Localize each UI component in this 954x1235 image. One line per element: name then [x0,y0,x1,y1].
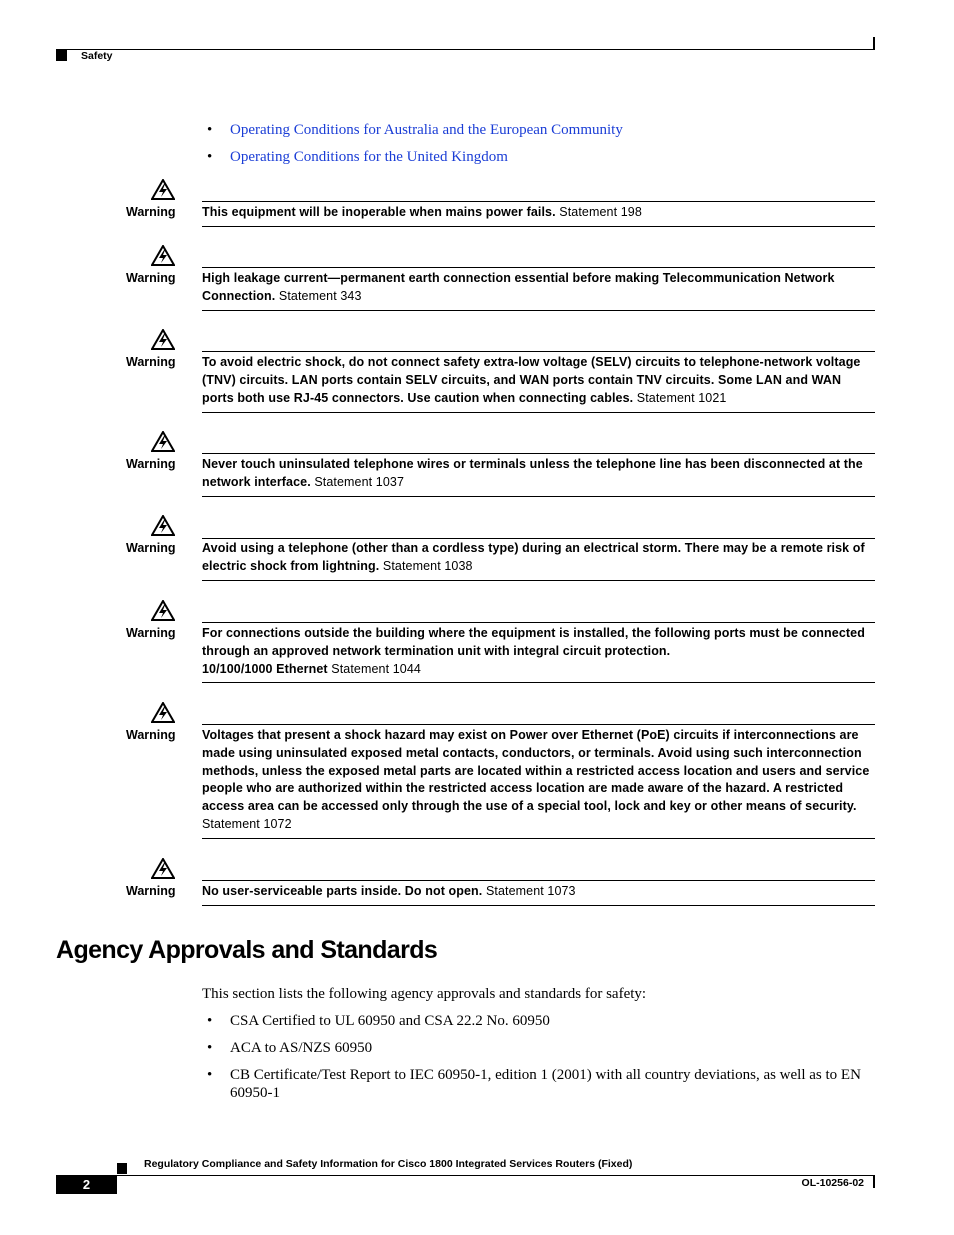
warning-top-rule [202,880,875,881]
footer-doc-id: OL-10256-02 [801,1177,864,1189]
header-rule [56,49,875,50]
warning-bottom-rule [202,682,875,683]
warning-icon [151,431,175,452]
warning-top-rule [202,538,875,539]
warning-text: No user-serviceable parts inside. Do not open. Statement 1073 [202,884,576,898]
warning-text: To avoid electric shock, do not connect safety extra-low voltage (SELV) circuits to telephone-network voltage (TNV) circuits. LAN ports contain SELV circuits, and WAN ports contain TNV circuits. Some LAN and WAN ports both use RJ-45 connectors. Use caution when connecting cables. Statement 1021 [202,355,861,405]
warning-bottom-rule [202,580,875,581]
warning-icon [151,179,175,200]
warning-icon [151,329,175,350]
warning-icon [151,600,175,621]
warning-text: Avoid using a telephone (other than a cordless type) during an electrical storm. There may be a remote risk of electric shock from lightning. Statement 1038 [202,541,865,573]
warning-top-rule [202,267,875,268]
warning-label: Warning [126,541,176,555]
list-item: • ACA to AS/NZS 60950 [205,1039,875,1057]
footer-rule [56,1175,875,1176]
list-item: • CB Certificate/Test Report to IEC 60950-1, edition 1 (2001) with all country deviations, as well as to EN 60950-1 [205,1066,875,1102]
warning-top-rule [202,201,875,202]
warning-label: Warning [126,626,176,640]
warning-bottom-rule [202,496,875,497]
warning-label: Warning [126,728,176,742]
warning-bottom-rule [202,310,875,311]
warning-bottom-rule [202,905,875,906]
page-number: 2 [56,1175,117,1194]
warning-icon [151,858,175,879]
warning-label: Warning [126,205,176,219]
header-marker [56,50,67,61]
warning-top-rule [202,351,875,352]
list-item [205,148,623,175]
list-item: • CSA Certified to UL 60950 and CSA 22.2 No. 60950 [205,1012,875,1030]
section-heading: Agency Approvals and Standards [56,936,438,964]
warning-label: Warning [126,271,176,285]
warning-label: Warning [126,457,176,471]
warning-top-rule [202,622,875,623]
footer-marker [117,1163,127,1174]
warning-bottom-rule [202,226,875,227]
warning-bottom-rule [202,838,875,839]
footer-corner-tick [873,1175,875,1188]
warning-icon [151,515,175,536]
running-header: Safety [81,50,113,62]
warning-label: Warning [126,355,176,369]
warning-text: Never touch uninsulated telephone wires or terminals unless the telephone line has been disconnected at the network interface. Statement 1037 [202,457,863,489]
warning-icon [151,245,175,266]
warning-top-rule [202,453,875,454]
warning-top-rule [202,724,875,725]
warning-text: This equipment will be inoperable when mains power fails. Statement 198 [202,205,642,219]
warning-text: For connections outside the building where the equipment is installed, the following ports must be connected through an approved network termination unit with integral circuit protection. 10/100/1000 Ethernet Statement 1044 [202,626,865,676]
link-united-kingdom[interactable]: Operating Conditions for the United Kingdom [230,149,508,165]
warning-bottom-rule [202,412,875,413]
list-item [205,121,623,148]
section-intro: This section lists the following agency approvals and standards for safety: [202,986,647,1002]
link-australia-eu[interactable]: Operating Conditions for Australia and the European Community [230,122,623,138]
warning-text: Voltages that present a shock hazard may exist on Power over Ethernet (PoE) circuits if interconnections are made using uninsulated exposed metal contacts, conductors, or terminals. Avoid using such interconnection methods, unless the exposed metal parts are located within a restricted access location and users and service people who are authorized within the restricted access location are made aware of the hazard. A restricted access area can be accessed only through the use of a special tool, lock and key or other means of security. Statement 1072 [202,728,870,831]
warning-icon [151,702,175,723]
footer-doc-title: Regulatory Compliance and Safety Information for Cisco 1800 Integrated Services Routers (Fixed) [144,1158,633,1170]
warning-text: High leakage current—permanent earth connection essential before making Telecommunication Network Connection. Statement 343 [202,271,835,303]
standards-list [205,1012,875,1111]
condition-links [205,121,623,175]
warning-label: Warning [126,884,176,898]
